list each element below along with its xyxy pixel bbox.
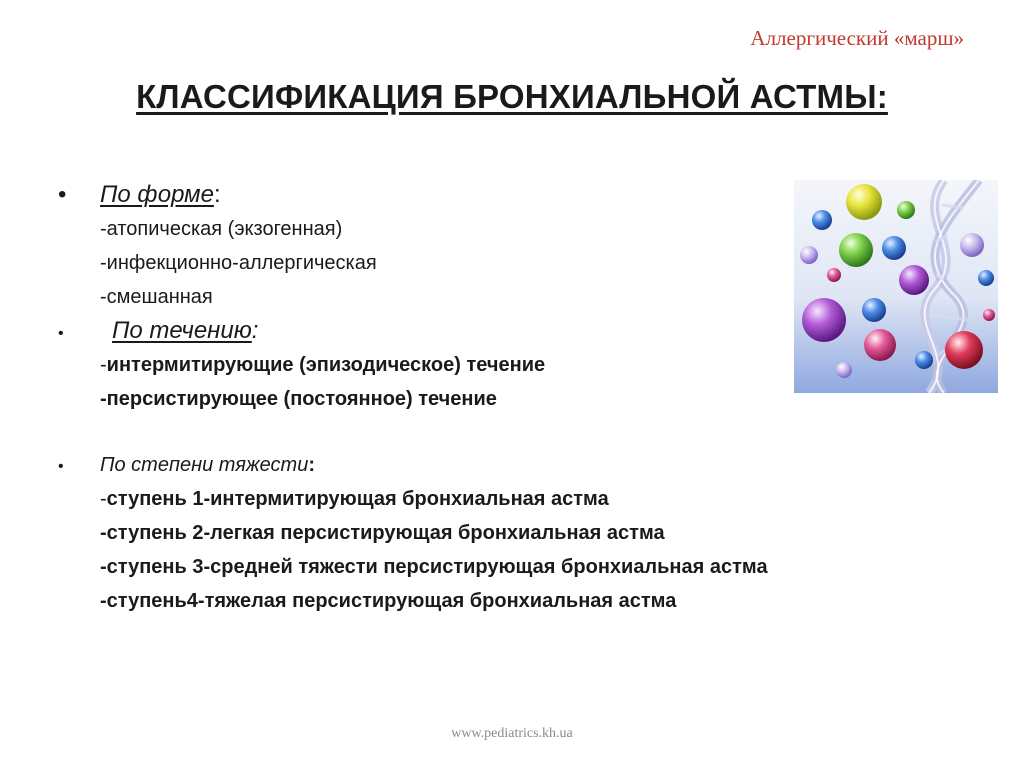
section-heading: По течению: bbox=[112, 317, 259, 344]
list-item: -ступень 3-средней тяжести персистирующая бронхиальная астма bbox=[100, 556, 768, 578]
list-item: -ступень 2-легкая персистирующая бронхиальная астма bbox=[100, 522, 665, 544]
section-heading: По степени тяжести: bbox=[100, 454, 316, 476]
footer-url: www.pediatrics.kh.ua bbox=[451, 726, 573, 741]
list-item: -персистирующее (постоянное) течение bbox=[100, 388, 497, 410]
molecules-dna-icon bbox=[794, 180, 998, 393]
bullet-icon: • bbox=[58, 325, 64, 342]
section-severity bbox=[58, 448, 958, 618]
bullet-icon: • bbox=[58, 458, 64, 475]
section-items bbox=[58, 482, 958, 618]
slide-title: КЛАССИФИКАЦИЯ БРОНХИАЛЬНОЙ АСТМЫ: bbox=[136, 78, 888, 115]
list-item: -интермитирующие (эпизодическое) течение bbox=[100, 354, 546, 376]
list-item: -ступень4-тяжелая персистирующая бронхиальная астма bbox=[100, 590, 677, 612]
list-item: -атопическая (экзогенная) bbox=[100, 218, 343, 240]
section-heading: По форме: bbox=[100, 181, 221, 208]
list-item: -смешанная bbox=[100, 286, 213, 308]
corner-note: Аллергический «марш» bbox=[750, 26, 964, 50]
list-item: -инфекционно-аллергическая bbox=[100, 252, 377, 274]
bullet-icon: • bbox=[58, 181, 67, 208]
list-item: -ступень 1-интермитирующая бронхиальная астма bbox=[100, 488, 609, 510]
